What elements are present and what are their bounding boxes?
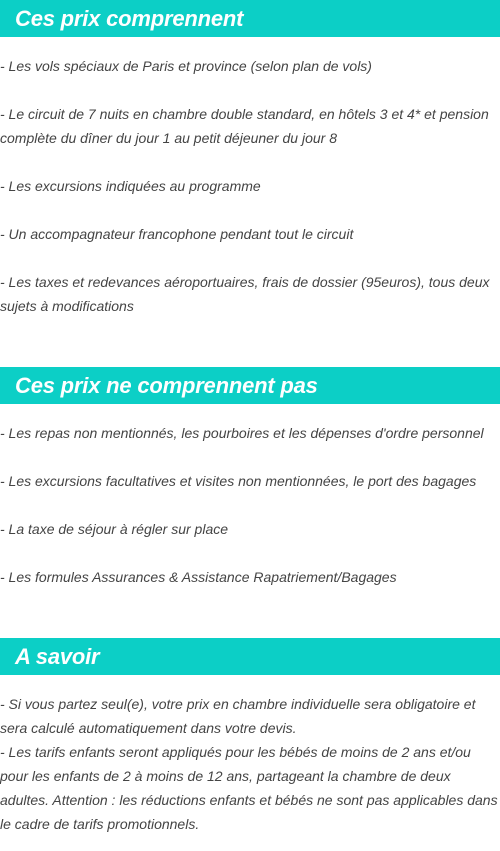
section-title: Ces prix comprennent <box>15 5 244 31</box>
list-item: - Les vols spéciaux de Paris et province (selon plan de vols) <box>0 58 372 74</box>
list-item: - Le circuit de 7 nuits en chambre double standard, en hôtels 3 et 4* et pension complète du dîner du jour 1 au petit déjeuner du jour 8 <box>0 106 489 146</box>
section-title: A savoir <box>15 643 100 669</box>
list-item: - Les tarifs enfants seront appliqués pour les bébés de moins de 2 ans et/ou pour les enfants de 2 à moins de 12 ans, partageant la chambre de deux adultes. Attention : les réductions enfants et bébés ne sont pas applicables dans le cadre de tarifs promotionnels. <box>0 744 498 832</box>
section-header-a-savoir <box>0 638 500 675</box>
section-title: Ces prix ne comprennent pas <box>15 372 318 398</box>
section-header-not-included <box>0 367 500 404</box>
list-item: - Les formules Assurances & Assistance Rapatriement/Bagages <box>0 569 397 585</box>
list-item: - Si vous partez seul(e), votre prix en chambre individuelle sera obligatoire et sera calculé automatiquement dans votre devis. <box>0 696 476 736</box>
list-item: - Un accompagnateur francophone pendant tout le circuit <box>0 226 354 242</box>
list-item: - La taxe de séjour à régler sur place <box>0 521 229 537</box>
list-item: - Les repas non mentionnés, les pourboires et les dépenses d'ordre personnel <box>0 425 484 441</box>
section-header-included <box>0 0 500 37</box>
list-item: - Les excursions facultatives et visites non mentionnées, le port des bagages <box>0 473 477 489</box>
list-item: - Les taxes et redevances aéroportuaires, frais de dossier (95euros), tous deux sujets à modifications <box>0 274 490 314</box>
list-item: - Les excursions indiquées au programme <box>0 178 261 194</box>
